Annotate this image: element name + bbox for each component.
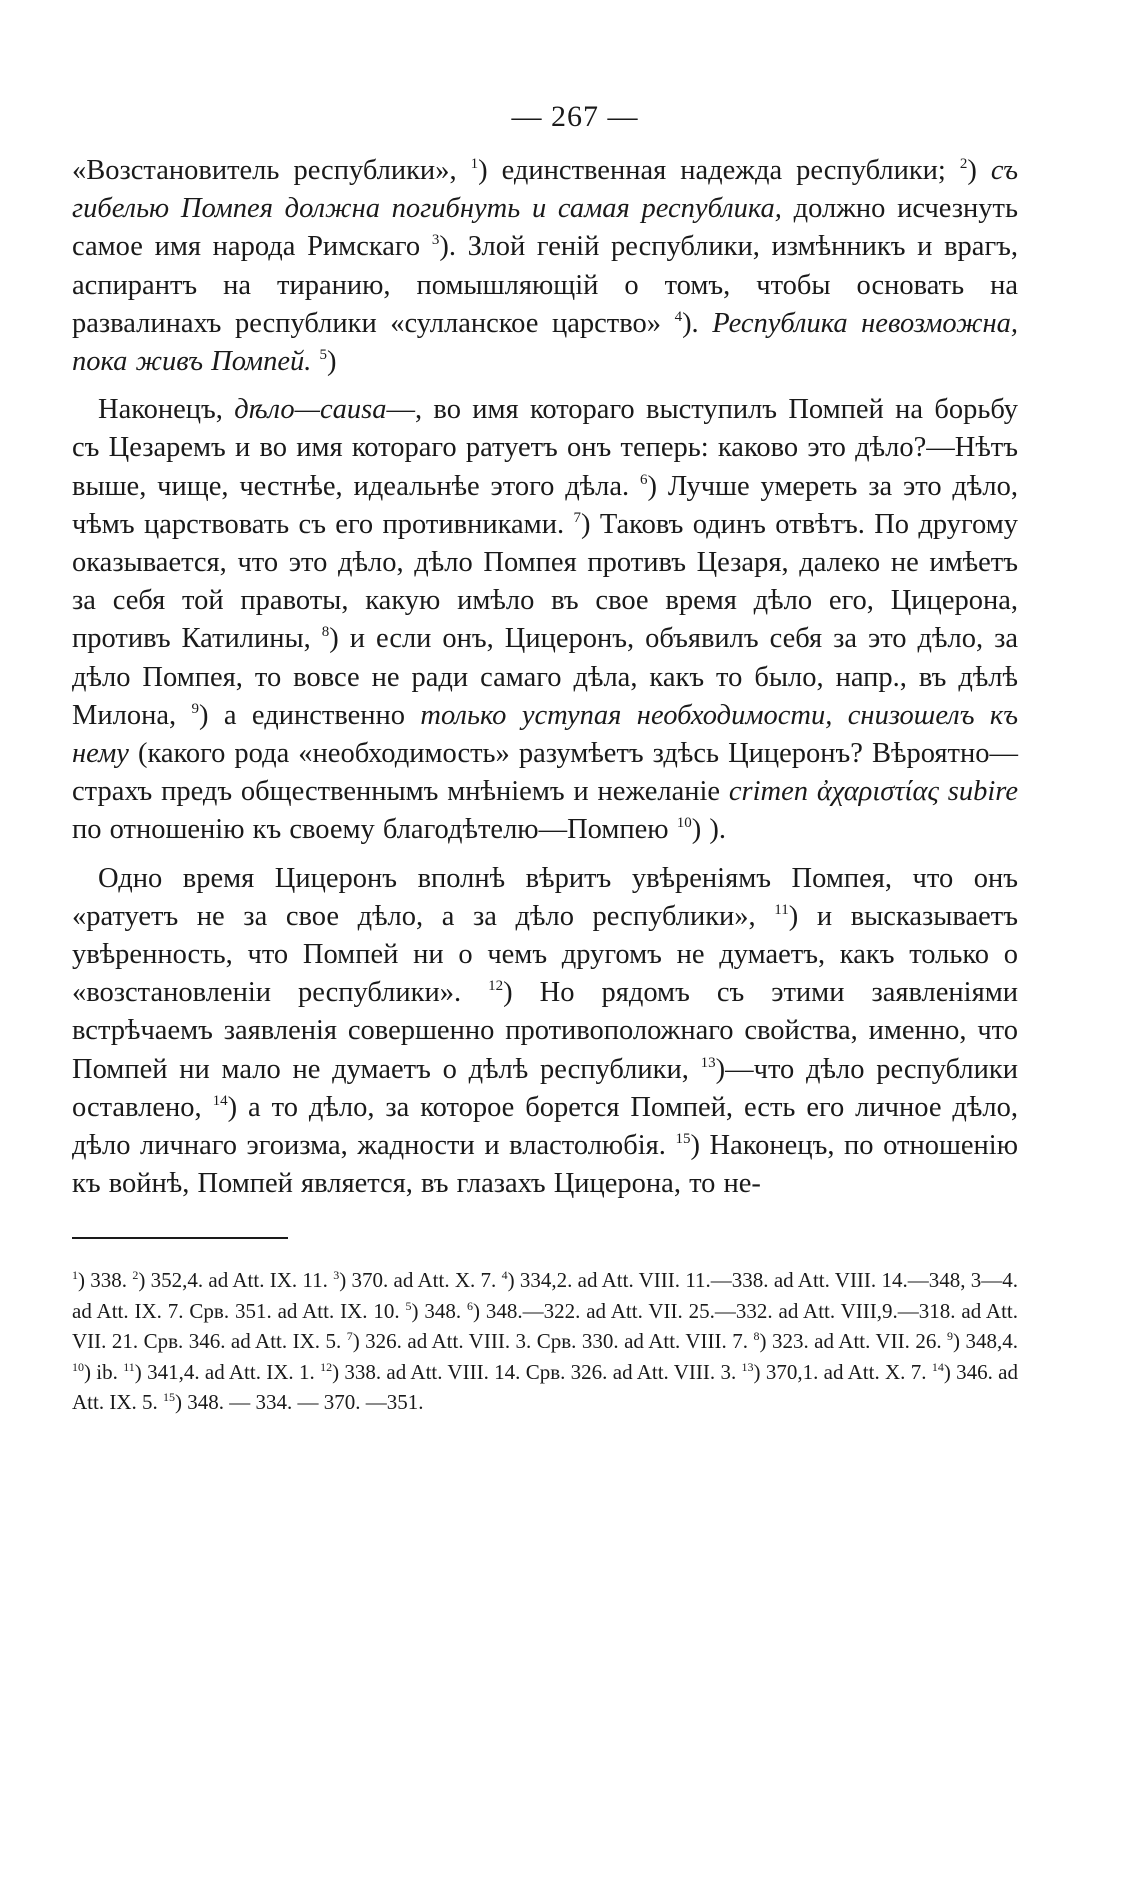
italic-text: дѣло—causa [234,394,387,426]
paragraph [72,152,1018,381]
footnote-marker: 9 [191,700,199,717]
text-run: —, во имя котораго выступилъ Помпей на борьбу съ Цезаремъ и во имя котораго ратуетъ онъ теперь: каково это дѣло?—Нѣтъ выше, чище, честнѣе, идеальнѣе этого дѣла. [72,394,1018,502]
footnote-marker: 6 [466,1298,473,1313]
footnote-marker: 15 [163,1390,175,1405]
footnote-marker: 5 [405,1298,412,1313]
footnote-marker: 8 [321,624,330,641]
footnote-marker: 15 [675,1131,691,1148]
page-number: — 267 — [511,100,639,133]
text-run: ) [967,155,991,186]
text-run: ) 370,1. ad Att. X. 7. [753,1359,932,1384]
italic-text: только уступая необходимости, снизошелъ къ нему [72,699,1019,770]
text-run: по отношенію къ своему благодѣтелю—Помпею [72,814,677,846]
footnote-marker: 3 [431,232,440,249]
text-run: Наконецъ, [98,394,235,426]
book-page [72,100,1018,1418]
footnote-marker: 11 [774,901,789,918]
text-run: ) Лучше умереть за это дѣло, чѣмъ царствовать съ его противниками. [72,470,1018,540]
footnote-marker: 4 [674,308,683,325]
text-run: ) Наконецъ, по отношенію къ войнѣ, Помпей является, въ глазахъ Цицерона, то не- [72,1130,1019,1200]
paragraph [72,391,1018,849]
text-run: «Возстановитель республики», [72,155,471,186]
italic-text: Республика невозможна, пока живъ Помпей. [72,307,1018,378]
text-run: ) и высказываетъ увѣренность, что Помпей ни о чемъ другомъ не думаетъ, какъ только о «возстановленіи республики». [72,900,1018,1009]
text-run: Одно время Цицеронъ вполнѣ вѣритъ увѣреніямъ Помпея, что онъ «ратуетъ не за свое дѣло, а за дѣло республики», [72,862,1018,932]
main-text [72,152,1018,1203]
text-run: ) 346. ad Att. IX. 5. [72,1359,1019,1415]
footnote-separator [72,1237,288,1239]
text-run: ) единственная надежда республики; [478,155,960,186]
footnote-marker: 12 [488,978,504,995]
italic-text: crimen ἀχαριστίας subire [728,776,1018,808]
footnote-marker: 9 [947,1329,954,1344]
footnote-marker: 7 [573,509,581,526]
footnote-marker: 6 [640,471,648,488]
footnotes [72,1265,1018,1418]
footnote-marker: 11 [123,1359,135,1374]
text-run: ). Злой геній республики, измѣнникъ и врагъ, аспирантъ на тиранию, помышляющій о томъ, чтобы основать на развалинахъ республики «сулланское царство» [72,231,1019,339]
text-run: ) 352,4. ad Att. IX. 11. [138,1268,334,1293]
footnote-marker: 5 [319,347,328,364]
text-run: ) 348. [411,1298,467,1323]
footnote-marker: 4 [501,1268,508,1283]
text-run: ) 338. ad Att. VIII. 14. Срв. 326. ad Att. VIII. 3. [332,1359,742,1384]
text-run: ) 348,4. [953,1329,1019,1354]
text-run: ) 323. ad Att. VII. 26. [759,1329,948,1354]
text-run: ) 341,4. ad Att. IX. 1. [134,1359,321,1384]
text-run: ) 334,2. ad Att. VIII. 11.—338. ad Att. VIII. 14.—348, 3—4. ad Att. IX. 7. Срв. 351. ad Att. IX. 10. [72,1268,1019,1323]
footnote-marker: 7 [346,1329,353,1344]
text-run: должно исчезнуть самое имя народа Римскаго [72,193,1018,263]
text-run: ) 348. — 334. — 370. —351. [175,1390,424,1415]
text-run: ) 348.—322. ad Att. VII. 25.—332. ad Att. VIII,9.—318. ad Att. VII. 21. Срв. 346. ad Att. IX. 5. [72,1298,1018,1354]
text-run: ) а единственно [199,699,421,731]
text-run: ). [682,307,713,339]
text-run: ) 326. ad Att. VIII. 3. Срв. 330. ad Att. VIII. 7. [352,1329,754,1354]
footnote-marker: 2 [959,156,968,172]
text-run: ) 338. [78,1268,133,1293]
footnote-marker: 12 [320,1359,333,1374]
footnote-marker: 1 [72,1268,78,1283]
text-run: ) 370. ad Att. X. 7. [339,1268,502,1293]
footnote-marker: 8 [753,1329,760,1344]
footnote-marker: 1 [470,156,479,172]
text-run: ) Но рядомъ съ этими заявленіями встрѣчаемъ заявленія совершенно противоположнаго свойства, именно, что Помпей ни мало не думаетъ о дѣлѣ республики, [72,977,1018,1085]
text-run [311,346,319,377]
footnote-marker: 10 [72,1359,84,1374]
footnote-marker: 13 [700,1054,716,1071]
footnote-marker: 3 [333,1268,340,1283]
footnote-marker: 13 [741,1359,754,1374]
paragraph [72,860,1018,1204]
text-run: ) [327,346,337,378]
text-run: (какого рода «необходимость» разумѣетъ здѣсь Цицеронъ? Вѣроятно—страхъ предъ общественнымъ мнѣніемъ и нежеланіе [72,738,1018,808]
footnote-marker: 2 [132,1268,139,1283]
text-run: ) ). [691,814,726,846]
text-run: ) а то дѣло, за которое борется Помпей, есть его личное дѣло, дѣло личнаго эгоизма, жадности и властолюбія. [72,1091,1018,1162]
footnote-marker: 14 [212,1092,228,1109]
italic-text: съ гибелью Помпея должна погибнуть и самая республика, [72,155,1018,225]
text-run: )—что дѣло республики оставлено, [72,1053,1018,1123]
footnote-marker: 14 [931,1359,944,1374]
text-run: ) Таковъ одинъ отвѣтъ. По другому оказывается, что это дѣло, дѣло Помпея противъ Цезаря, далеко не имѣетъ за себя той правоты, какую имѣло въ свое время дѣло его, Цицерона, противъ Катилины, [72,508,1018,655]
text-run: ) и если онъ, Цицеронъ, объявилъ себя за это дѣло, за дѣло Помпея, то вовсе не ради самаго дѣла, какъ то было, напр., въ дѣлѣ Милона, [72,623,1018,731]
footnote-marker: 10 [676,815,692,832]
text-run: ) ib. [84,1359,124,1384]
